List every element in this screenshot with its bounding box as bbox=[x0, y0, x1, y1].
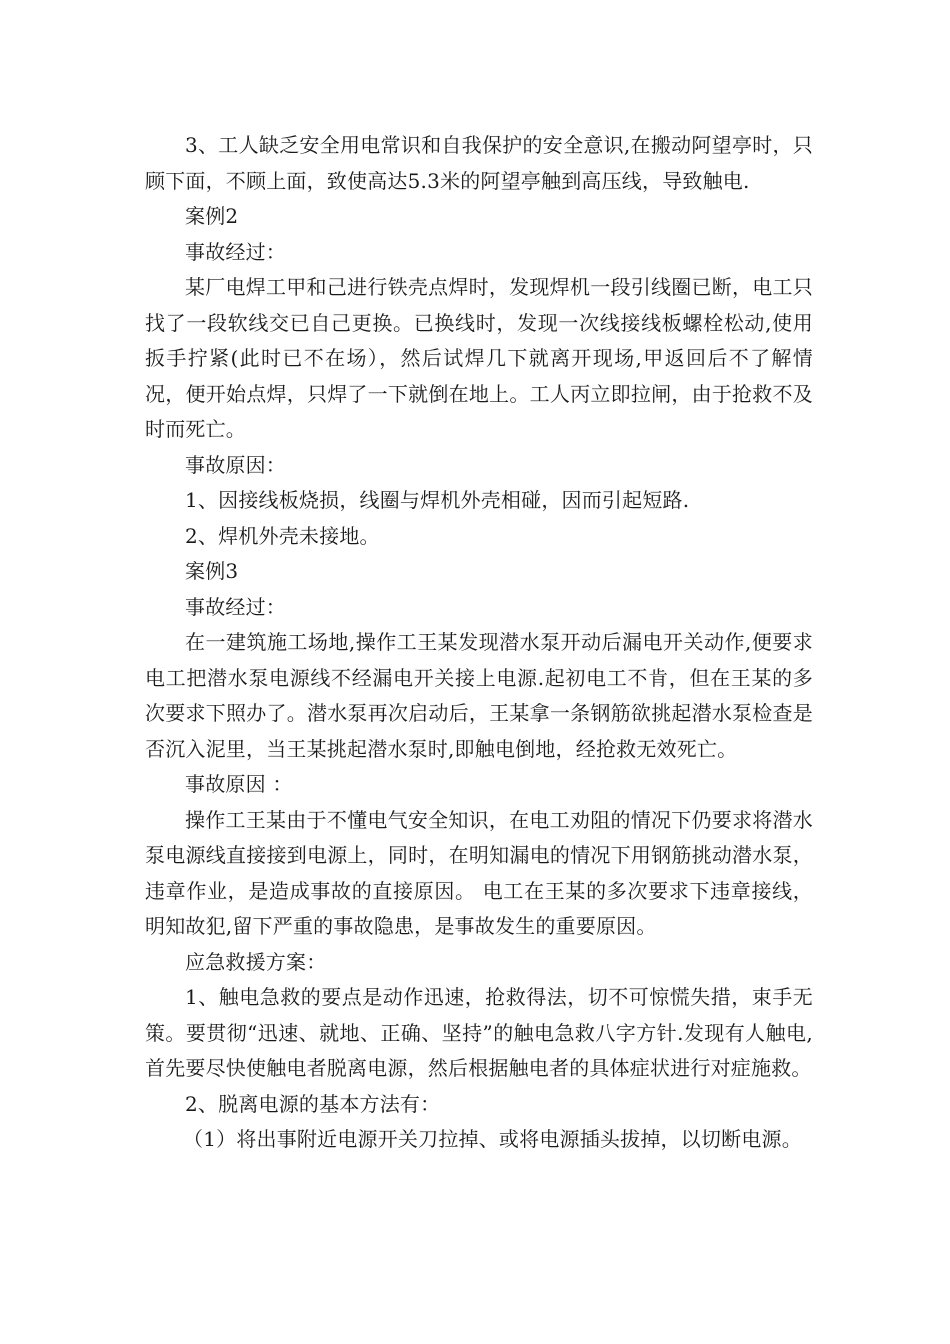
heading-accident-cause: 事故原因： bbox=[185, 452, 286, 477]
heading-case-2: 案例2 bbox=[185, 204, 239, 228]
heading-accident-process: 事故经过： bbox=[185, 239, 286, 264]
heading-accident-process: 事故经过： bbox=[185, 594, 286, 619]
paragraph-emergency-1: 1、触电急救的要点是动作迅速，抢救得法，切不可惊慌失措，束手无策。要贯彻“迅速、就地、正确、坚持”的触电急救八字方针.发现有人触电,首先要尽快使触电者脱离电源，然后根据触电者的具体症状进行对症施救。 bbox=[145, 985, 813, 1080]
paragraph-case-3-process: 在一建筑施工场地,操作工王某发现潜水泵开动后漏电开关动作,便要求电工把潜水泵电源线不经漏电开关接上电源.起初电工不肯，但在王某的多次要求下照办了。潜水泵再次启动后，王某拿一条钢筋欲挑起潜水泵检查是否沉入泥里，当王某挑起潜水泵时,即触电倒地，经抢救无效死亡。 bbox=[145, 630, 813, 761]
heading-accident-cause: 事故原因 ： bbox=[185, 772, 293, 796]
paragraph-case-2-process: 某厂电焊工甲和己进行铁壳点焊时，发现焊机一段引线圈已断，电工只找了一段软线交已自己更换。已换线时，发现一次线接线板螺栓松动,使用扳手拧紧(此时已不在场），然后试焊几下就离开现场,甲返回后不了解情况，便开始点焊，只焊了一下就倒在地上。工人丙立即拉闸，由于抢救不及时而死亡。 bbox=[145, 275, 813, 441]
paragraph-emergency-2-item-1: （1）将出事附近电源开关刀拉掉、或将电源插头拔掉，以切断电源。 bbox=[183, 1127, 802, 1151]
paragraph-case-2-cause-2: 2、焊机外壳未接地。 bbox=[185, 523, 380, 548]
paragraph-case-3-cause: 操作工王某由于不懂电气安全知识，在电工劝阻的情况下仍要求将潜水泵电源线直接接到电源上，同时，在明知漏电的情况下用钢筋挑动潜水泵，违章作业，是造成事故的直接原因。 电工在王某的多次要求下违章接线，明知故犯,留下严重的事故隐患，是事故发生的重要原因。 bbox=[145, 807, 813, 938]
paragraph-cause-3: 3、工人缺乏安全用电常识和自我保护的安全意识,在搬动阿望亭时，只顾下面，不顾上面，致使高达5.3米的阿望亭触到高压线，导致触电. bbox=[145, 133, 813, 193]
heading-case-3: 案例3 bbox=[185, 559, 239, 583]
heading-emergency-plan: 应急救援方案： bbox=[185, 949, 327, 974]
paragraph-case-2-cause-1: 1、因接线板烧损，线圈与焊机外壳相碰，因而引起短路. bbox=[185, 488, 690, 512]
document-page bbox=[145, 128, 813, 1158]
paragraph-emergency-2: 2、脱离电源的基本方法有： bbox=[185, 1091, 441, 1116]
